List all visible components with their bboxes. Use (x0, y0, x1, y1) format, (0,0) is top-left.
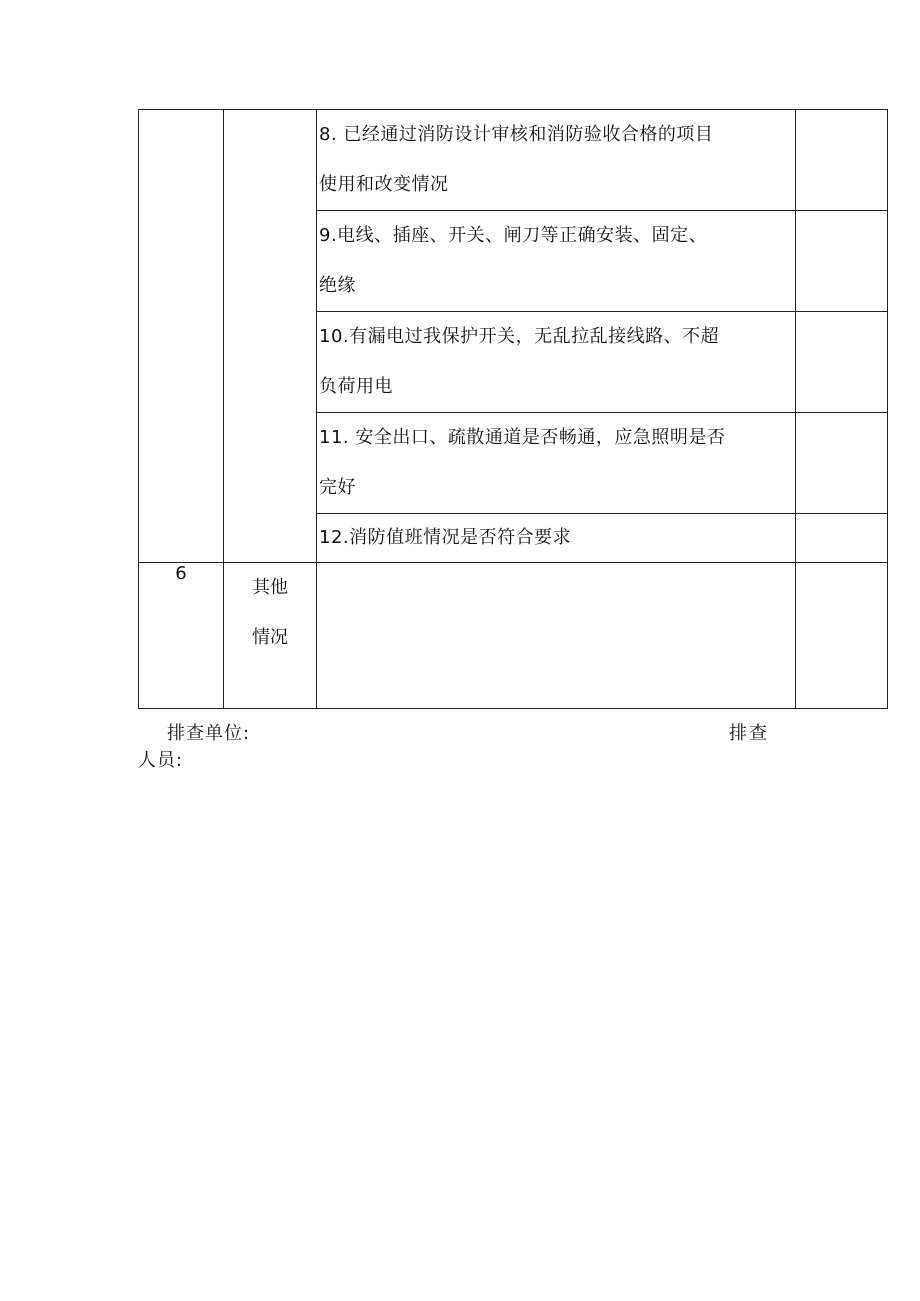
inspection-table (138, 109, 888, 709)
item-cell (317, 211, 796, 312)
item-cell (317, 413, 796, 514)
item-cell[interactable] (317, 563, 796, 709)
item-line: 使用和改变情况 (319, 174, 449, 195)
category-label (224, 563, 317, 709)
item-line: 8. 已经通过消防设计审核和消防验收合格的项目 (319, 124, 714, 145)
inspection-unit-label: 排查单位: (167, 723, 251, 744)
table-row (139, 563, 888, 709)
item-line: 负荷用电 (319, 376, 393, 397)
item-line: 绝缘 (319, 275, 356, 296)
result-cell[interactable] (796, 211, 888, 312)
result-cell[interactable] (796, 514, 888, 563)
item-line: 10.有漏电过我保护开关，无乱拉乱接线路、不超 (319, 326, 720, 347)
category-cell (224, 110, 317, 563)
item-line: 9.电线、插座、开关、闸刀等正确安装、固定、 (319, 225, 708, 246)
table-row (139, 110, 888, 211)
result-cell[interactable] (796, 110, 888, 211)
result-cell[interactable] (796, 312, 888, 413)
item-cell (317, 110, 796, 211)
item-line: 11. 安全出口、疏散通道是否畅通，应急照明是否 (319, 427, 726, 448)
inspector-label: 排查 (729, 723, 769, 744)
item-cell (317, 312, 796, 413)
row-number: 6 (139, 563, 224, 709)
item-line: 完好 (319, 477, 356, 498)
item-line: 12.消防值班情况是否符合要求 (319, 527, 572, 548)
category-label-line: 情况 (252, 627, 288, 648)
number-cell (139, 110, 224, 563)
category-label-line: 其他 (252, 577, 288, 598)
inspector-label-continued: 人员: (138, 750, 184, 771)
result-cell[interactable] (796, 413, 888, 514)
item-cell (317, 514, 796, 563)
result-cell[interactable] (796, 563, 888, 709)
